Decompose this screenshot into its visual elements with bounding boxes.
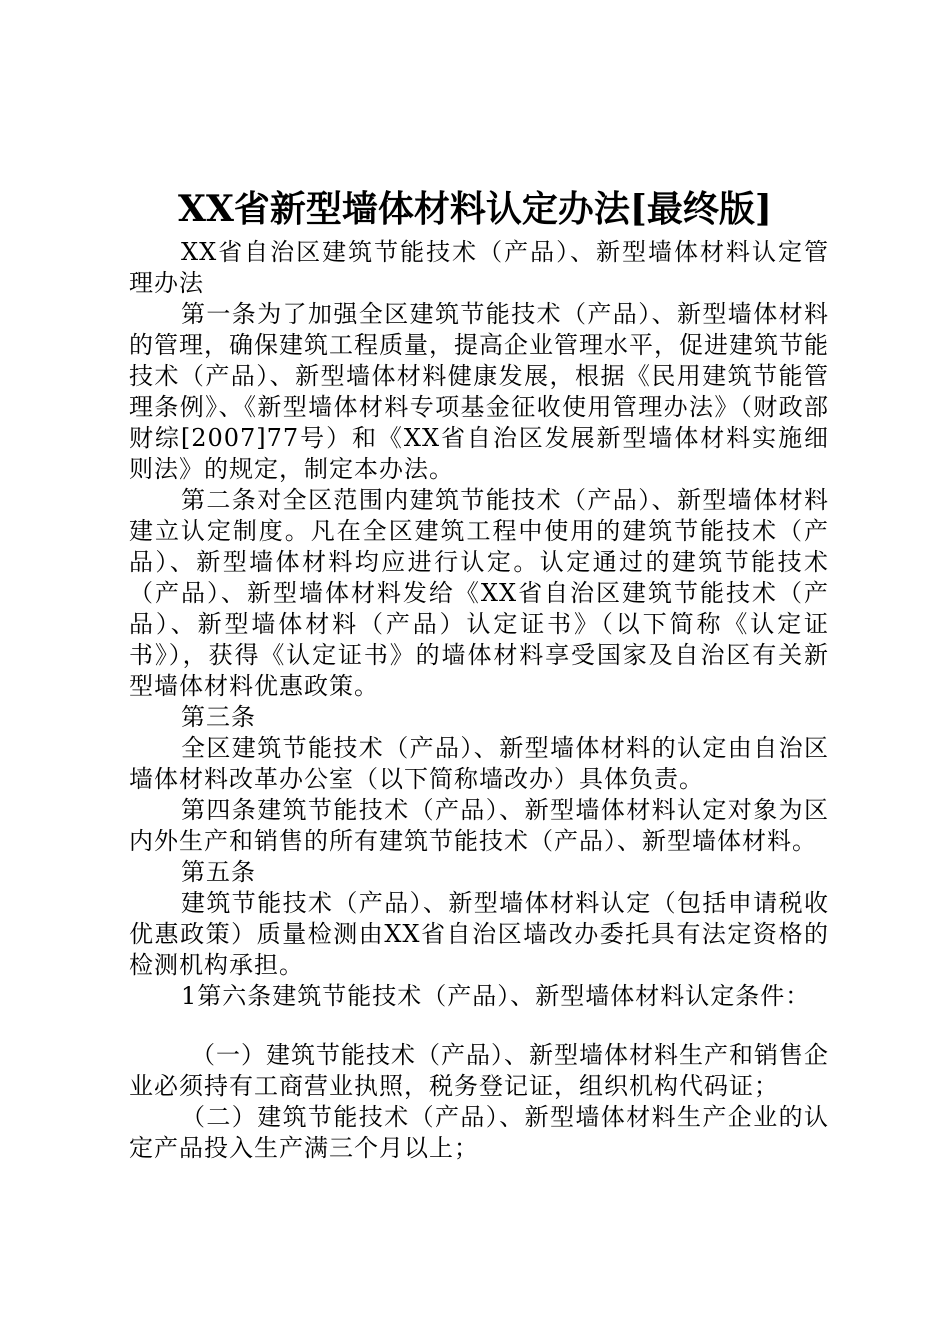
paragraph-item-2: （二）建筑节能技术（产品）、新型墙体材料生产企业的认定产品投入生产满三个月以上； (129, 1103, 829, 1162)
paragraph-article-3-body: 全区建筑节能技术（产品）、新型墙体材料的认定由自治区墙体材料改革办公室（以下简称墙改办）具体负责。 (129, 734, 829, 793)
paragraph-subtitle: XX省自治区建筑节能技术（产品）、新型墙体材料认定管理办法 (129, 238, 829, 297)
paragraph-article-6: 1第六条建筑节能技术（产品）、新型墙体材料认定条件： (181, 982, 811, 1010)
paragraph-article-4: 第四条建筑节能技术（产品）、新型墙体材料认定对象为区内外生产和销售的所有建筑节能技术（产品）、新型墙体材料。 (129, 796, 829, 855)
document-title: XX省新型墙体材料认定办法[最终版] (178, 188, 772, 230)
paragraph-article-3-heading: 第三条 (181, 703, 256, 731)
paragraph-item-1: （一）建筑节能技术（产品）、新型墙体材料生产和销售企业必须持有工商营业执照，税务登记证，组织机构代码证； (129, 1041, 829, 1100)
paragraph-article-5-body: 建筑节能技术（产品）、新型墙体材料认定（包括申请税收优惠政策）质量检测由XX省自治区墙改办委托具有法定资格的检测机构承担。 (129, 889, 829, 979)
paragraph-article-1: 第一条为了加强全区建筑节能技术（产品）、新型墙体材料的管理，确保建筑工程质量，提高企业管理水平，促进建筑节能技术（产品）、新型墙体材料健康发展，根据《民用建筑节能管理条例》、《新型墙体材料专项基金征收使用管理办法》（财政部财综[2007]77号）和《XX省自治区发展新型墙体材料实施细则法》的规定，制定本办法。 (129, 300, 829, 483)
document-body (129, 237, 829, 1164)
paragraph-article-2: 第二条对全区范围内建筑节能技术（产品）、新型墙体材料建立认定制度。凡在全区建筑工程中使用的建筑节能技术（产品）、新型墙体材料均应进行认定。认定通过的建筑节能技术（产品）、新型墙体材料发给《XX省自治区建筑节能技术（产品）、新型墙体材料（产品）认定证书》（以下简称《认定证书》），获得《认定证书》的墙体材料享受国家及自治区有关新型墙体材料优惠政策。 (129, 486, 829, 700)
paragraph-article-5-heading: 第五条 (181, 858, 256, 886)
